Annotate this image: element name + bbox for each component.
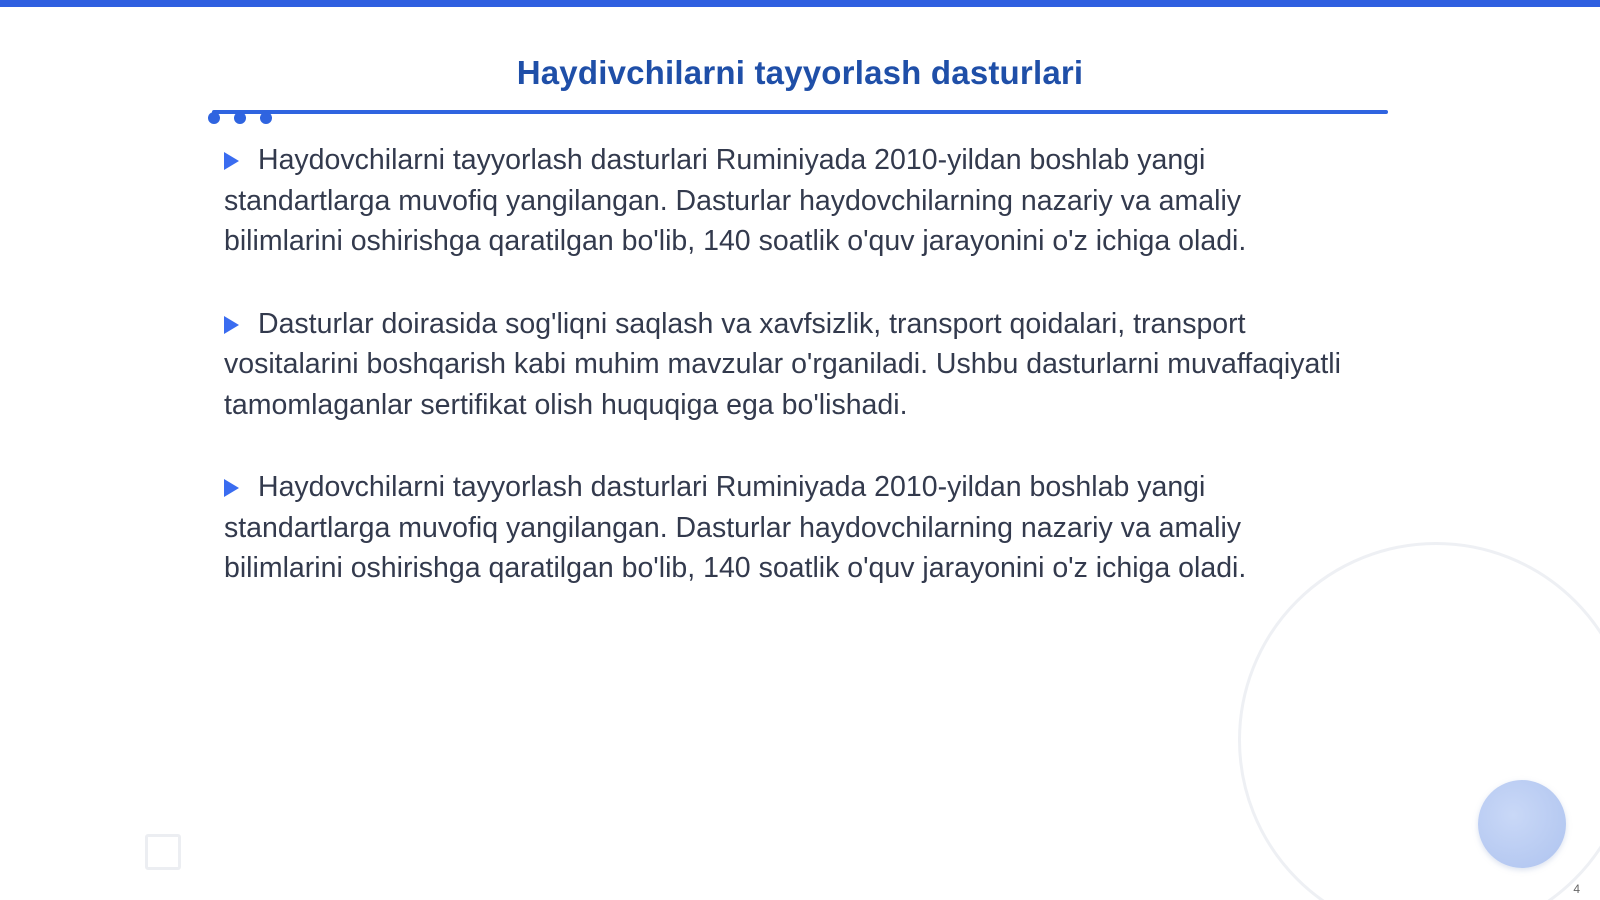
page-number: 4 [1573, 882, 1580, 896]
bullet-item [224, 467, 1344, 589]
triangle-right-icon [224, 316, 239, 334]
bullet-text: Haydovchilarni tayyorlash dasturlari Ruminiyada 2010-yildan boshlab yangi standartlarga muvofiq yangilangan. Dasturlar haydovchilarning nazariy va amaliy bilimlarini oshirishga qaratilgan bo'lib, 140 soatlik o'quv jarayonini o'z ichiga oladi. [224, 144, 1247, 257]
bullet-text: Dasturlar doirasida sog'liqni saqlash va xavfsizlik, transport qoidalari, transport vositalarini boshqarish kabi muhim mavzular o'rganiladi. Ushbu dasturlarni muvaffaqiyatli tamomlaganlar sertifikat olish huquqiga ega bo'lishadi. [224, 307, 1341, 421]
bullet-item [224, 140, 1344, 262]
decorative-dot [208, 112, 220, 124]
triangle-right-icon [224, 479, 239, 497]
slide-title: Haydivchilarni tayyorlash dasturlari [516, 54, 1084, 91]
decorative-square [145, 834, 181, 870]
top-accent-bar [0, 0, 1600, 7]
title-underline [212, 110, 1388, 114]
bullet-list [224, 140, 1344, 631]
triangle-right-icon [224, 152, 239, 170]
bullet-item [224, 304, 1344, 426]
decorative-circle [1478, 780, 1566, 868]
bullet-text: Haydovchilarni tayyorlash dasturlari Ruminiyada 2010-yildan boshlab yangi standartlarga muvofiq yangilangan. Dasturlar haydovchilarning nazariy va amaliy bilimlarini oshirishga qaratilgan bo'lib, 140 soatlik o'quv jarayonini o'z ichiga oladi. [224, 471, 1247, 584]
decorative-dot [234, 112, 246, 124]
decorative-dot [260, 112, 272, 124]
